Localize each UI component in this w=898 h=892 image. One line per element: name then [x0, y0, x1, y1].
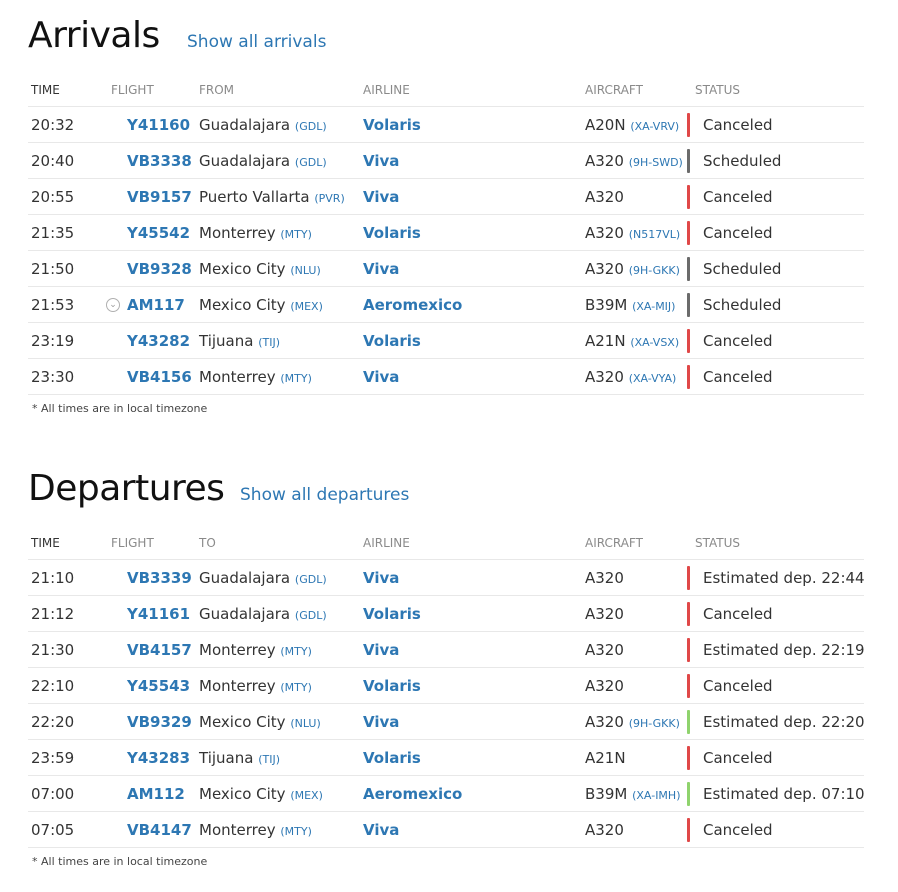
aircraft-cell: [585, 704, 695, 740]
status-text: Canceled: [703, 367, 773, 386]
status-text: Scheduled: [703, 151, 782, 170]
expand-codeshare-icon[interactable]: ⌄: [106, 298, 120, 312]
flight-time: 21:35: [28, 215, 111, 251]
table-row: [28, 287, 864, 323]
flight-cell: [111, 323, 199, 359]
airline-link[interactable]: Volaris: [363, 748, 421, 767]
table-row: [28, 107, 864, 143]
flight-cell-inner: [111, 260, 199, 278]
flight-cell-inner: [111, 116, 199, 134]
col-header-time: TIME: [31, 83, 60, 97]
airline-cell: [363, 668, 585, 704]
status-text: Canceled: [703, 187, 773, 206]
destination-city: [199, 740, 363, 776]
city-name: Guadalajara: [199, 568, 291, 587]
status-indicator-bar: [687, 602, 690, 626]
aircraft-cell: [585, 560, 695, 596]
flight-number-link[interactable]: VB3338: [127, 151, 192, 170]
airline-link[interactable]: Volaris: [363, 676, 421, 695]
flight-cell-inner: [111, 152, 199, 170]
status-text: Scheduled: [703, 259, 782, 278]
flight-cell: [111, 812, 199, 848]
destination-city: [199, 704, 363, 740]
airline-cell: [363, 704, 585, 740]
city-name: Monterrey: [199, 640, 276, 659]
airline-link[interactable]: Volaris: [363, 115, 421, 134]
status-inner: [695, 260, 864, 278]
status-inner: [695, 368, 864, 386]
flight-cell-inner: [111, 641, 199, 659]
flight-number-link[interactable]: Y43282: [127, 331, 191, 350]
aircraft-type: A320: [585, 187, 624, 206]
aircraft-cell: [585, 632, 695, 668]
status-text: Canceled: [703, 748, 773, 767]
airline-cell: [363, 287, 585, 323]
airline-cell: [363, 143, 585, 179]
city-name: Monterrey: [199, 676, 276, 695]
city-name: Tijuana: [199, 748, 254, 767]
origin-city: [199, 359, 363, 395]
airline-link[interactable]: Viva: [363, 187, 400, 206]
status-indicator-bar: [687, 221, 690, 245]
flight-number-link[interactable]: Y41160: [127, 115, 191, 134]
airline-cell: [363, 323, 585, 359]
status-cell: [695, 323, 864, 359]
aircraft-cell: [585, 740, 695, 776]
status-inner: [695, 332, 864, 350]
departures-rows: [28, 560, 864, 848]
airport-code-link[interactable]: (GDL): [294, 572, 327, 586]
status-indicator-bar: [687, 818, 690, 842]
flight-time: 22:20: [28, 704, 111, 740]
arrivals-title: Arrivals: [28, 15, 160, 56]
flight-cell-inner: [111, 713, 199, 731]
status-indicator-bar: [687, 566, 690, 590]
airport-code-link[interactable]: (NLU): [290, 263, 321, 277]
aircraft-cell: [585, 323, 695, 359]
city-name: Puerto Vallarta: [199, 187, 310, 206]
aircraft-type: A21N: [585, 748, 626, 767]
aircraft-type: A320: [585, 676, 624, 695]
flight-time: 20:32: [28, 107, 111, 143]
city-name: Monterrey: [199, 367, 276, 386]
airline-link[interactable]: Volaris: [363, 331, 421, 350]
departures-table-header-row: [28, 527, 864, 560]
flight-time: 21:12: [28, 596, 111, 632]
flight-time: 22:10: [28, 668, 111, 704]
city-name: Guadalajara: [199, 151, 291, 170]
status-inner: [695, 188, 864, 206]
flight-time: 21:53: [28, 287, 111, 323]
flight-number-link[interactable]: VB4156: [127, 367, 192, 386]
col-header-from: FROM: [199, 83, 235, 97]
destination-city: [199, 776, 363, 812]
aircraft-type: A320: [585, 367, 624, 386]
airline-link[interactable]: Viva: [363, 712, 400, 731]
airline-cell: [363, 179, 585, 215]
flight-time: 20:40: [28, 143, 111, 179]
airline-cell: [363, 596, 585, 632]
airport-code-link[interactable]: (GDL): [294, 608, 327, 622]
status-indicator-bar: [687, 638, 690, 662]
destination-city: [199, 632, 363, 668]
status-cell: [695, 179, 864, 215]
table-row: [28, 776, 864, 812]
status-inner: [695, 713, 864, 731]
aircraft-type: A20N: [585, 115, 626, 134]
destination-city: [199, 812, 363, 848]
col-header-time: TIME: [31, 536, 60, 550]
airport-code-link[interactable]: (NLU): [290, 716, 321, 730]
status-cell: [695, 740, 864, 776]
aircraft-type: A320: [585, 568, 624, 587]
airline-link[interactable]: Viva: [363, 820, 400, 839]
airport-code-link[interactable]: (MTY): [280, 371, 312, 385]
status-inner: [695, 785, 864, 803]
airline-link[interactable]: Volaris: [363, 604, 421, 623]
airline-cell: [363, 107, 585, 143]
status-cell: [695, 776, 864, 812]
flight-number-link[interactable]: VB4147: [127, 820, 192, 839]
flight-cell-inner: [111, 188, 199, 206]
origin-city: [199, 215, 363, 251]
status-inner: [695, 821, 864, 839]
origin-city: [199, 287, 363, 323]
status-cell: [695, 668, 864, 704]
flight-cell: [111, 596, 199, 632]
arrivals-header: [28, 8, 864, 74]
status-text: Canceled: [703, 331, 773, 350]
status-inner: [695, 116, 864, 134]
status-text: Estimated dep. 07:10: [703, 784, 865, 803]
departures-table: [28, 527, 864, 848]
flight-cell: [111, 107, 199, 143]
col-header-to: TO: [199, 536, 216, 550]
flight-time: 23:59: [28, 740, 111, 776]
flight-cell-inner: [111, 821, 199, 839]
aircraft-cell: [585, 179, 695, 215]
col-header-flight: FLIGHT: [111, 536, 154, 550]
aircraft-type: A21N: [585, 331, 626, 350]
status-cell: [695, 143, 864, 179]
origin-city: [199, 143, 363, 179]
status-text: Canceled: [703, 604, 773, 623]
flight-cell: [111, 179, 199, 215]
airline-link[interactable]: Viva: [363, 367, 400, 386]
flight-number-link[interactable]: VB4157: [127, 640, 192, 659]
flight-number-link[interactable]: VB3339: [127, 568, 192, 587]
airport-code-link[interactable]: (MEX): [290, 299, 323, 313]
status-cell: [695, 632, 864, 668]
status-cell: [695, 215, 864, 251]
status-indicator-bar: [687, 746, 690, 770]
destination-city: [199, 596, 363, 632]
status-text: Estimated dep. 22:44: [703, 568, 865, 587]
status-cell: [695, 287, 864, 323]
status-inner: [695, 152, 864, 170]
airline-link[interactable]: Aeromexico: [363, 295, 463, 314]
airport-code-link[interactable]: (TIJ): [258, 752, 281, 766]
flight-cell: [111, 776, 199, 812]
table-row: [28, 143, 864, 179]
flight-time: 07:05: [28, 812, 111, 848]
flight-time: 23:30: [28, 359, 111, 395]
airline-cell: [363, 740, 585, 776]
departures-header: [28, 461, 864, 527]
aircraft-registration-link[interactable]: (XA-MIJ): [632, 299, 676, 313]
flight-cell-inner: [111, 296, 199, 314]
flight-time: 07:00: [28, 776, 111, 812]
airport-code-link[interactable]: (MTY): [280, 824, 312, 838]
status-text: Estimated dep. 22:20: [703, 712, 865, 731]
city-name: Monterrey: [199, 820, 276, 839]
flight-time: 23:19: [28, 323, 111, 359]
table-row: [28, 740, 864, 776]
table-row: [28, 632, 864, 668]
flight-cell-inner: [111, 677, 199, 695]
table-row: [28, 215, 864, 251]
airline-link[interactable]: Viva: [363, 568, 400, 587]
airline-cell: [363, 215, 585, 251]
flight-number-link[interactable]: VB9328: [127, 259, 192, 278]
status-cell: [695, 251, 864, 287]
airline-link[interactable]: Viva: [363, 640, 400, 659]
status-text: Estimated dep. 22:19: [703, 640, 865, 659]
aircraft-cell: [585, 143, 695, 179]
status-text: Scheduled: [703, 295, 782, 314]
arrivals-table: [28, 74, 864, 395]
flight-cell-inner: [111, 368, 199, 386]
status-cell: [695, 560, 864, 596]
status-inner: [695, 677, 864, 695]
city-name: Mexico City: [199, 259, 286, 278]
departures-title: Departures: [28, 468, 225, 509]
status-indicator-bar: [687, 329, 690, 353]
aircraft-type: A320: [585, 223, 624, 242]
flight-cell: [111, 251, 199, 287]
status-inner: [695, 224, 864, 242]
aircraft-type: A320: [585, 820, 624, 839]
arrivals-section: [28, 8, 864, 415]
airport-code-link[interactable]: (MTY): [280, 644, 312, 658]
col-header-flight: FLIGHT: [111, 83, 154, 97]
aircraft-cell: [585, 287, 695, 323]
flight-number-link[interactable]: AM112: [127, 784, 185, 803]
flight-cell: [111, 632, 199, 668]
city-name: Monterrey: [199, 223, 276, 242]
airport-code-link[interactable]: (MTY): [280, 227, 312, 241]
status-indicator-bar: [687, 710, 690, 734]
city-name: Guadalajara: [199, 604, 291, 623]
city-name: Tijuana: [199, 331, 254, 350]
col-header-status: STATUS: [695, 83, 741, 97]
arrivals-table-header-row: [28, 74, 864, 107]
status-cell: [695, 596, 864, 632]
airline-link[interactable]: Volaris: [363, 223, 421, 242]
status-indicator-bar: [687, 185, 690, 209]
flight-time: 20:55: [28, 179, 111, 215]
aircraft-type: A320: [585, 604, 624, 623]
flight-cell: [111, 668, 199, 704]
origin-city: [199, 323, 363, 359]
flight-cell: [111, 704, 199, 740]
status-text: Canceled: [703, 820, 773, 839]
aircraft-registration-link[interactable]: (N517VL): [628, 227, 681, 241]
aircraft-cell: [585, 812, 695, 848]
city-name: Guadalajara: [199, 115, 291, 134]
arrivals-footnote: * All times are in local timezone: [32, 402, 208, 415]
departures-footnote: * All times are in local timezone: [32, 855, 208, 868]
airline-cell: [363, 776, 585, 812]
flight-number-link[interactable]: Y45542: [127, 223, 191, 242]
flight-cell: [111, 560, 199, 596]
status-inner: [695, 641, 864, 659]
status-indicator-bar: [687, 113, 690, 137]
col-header-airline: AIRLINE: [363, 83, 410, 97]
origin-city: [199, 179, 363, 215]
status-inner: [695, 569, 864, 587]
flight-time: 21:10: [28, 560, 111, 596]
airport-code-link[interactable]: (MEX): [290, 788, 323, 802]
table-row: [28, 359, 864, 395]
col-header-airline: AIRLINE: [363, 536, 410, 550]
aircraft-registration-link[interactable]: (XA-VYA): [628, 371, 677, 385]
aircraft-cell: [585, 359, 695, 395]
status-inner: [695, 605, 864, 623]
airport-code-link[interactable]: (GDL): [294, 119, 327, 133]
airline-cell: [363, 560, 585, 596]
aircraft-registration-link[interactable]: (9H-GKK): [628, 716, 680, 730]
aircraft-type: B39M: [585, 784, 628, 803]
airline-cell: [363, 632, 585, 668]
airline-link[interactable]: Viva: [363, 259, 400, 278]
col-header-aircraft: AIRCRAFT: [585, 536, 643, 550]
flight-number-link[interactable]: Y43283: [127, 748, 191, 767]
status-indicator-bar: [687, 674, 690, 698]
flight-cell-inner: [111, 224, 199, 242]
flight-number-link[interactable]: Y41161: [127, 604, 191, 623]
aircraft-cell: [585, 251, 695, 287]
aircraft-type: A320: [585, 259, 624, 278]
airline-cell: [363, 812, 585, 848]
flight-cell-inner: [111, 605, 199, 623]
flight-cell-inner: [111, 785, 199, 803]
airline-cell: [363, 251, 585, 287]
flight-time: 21:50: [28, 251, 111, 287]
table-row: [28, 704, 864, 740]
origin-city: [199, 251, 363, 287]
status-cell: [695, 704, 864, 740]
aircraft-registration-link[interactable]: (9H-GKK): [628, 263, 680, 277]
status-cell: [695, 359, 864, 395]
table-row: [28, 812, 864, 848]
status-indicator-bar: [687, 293, 690, 317]
flight-time: 21:30: [28, 632, 111, 668]
aircraft-cell: [585, 776, 695, 812]
table-row: [28, 179, 864, 215]
airline-cell: [363, 359, 585, 395]
aircraft-registration-link[interactable]: (XA-VSX): [630, 335, 680, 349]
status-indicator-bar: [687, 149, 690, 173]
flight-number-link[interactable]: VB9157: [127, 187, 192, 206]
airport-code-link[interactable]: (GDL): [294, 155, 327, 169]
col-header-status: STATUS: [695, 536, 741, 550]
flight-cell: [111, 359, 199, 395]
show-all-departures-link[interactable]: Show all departures: [240, 485, 410, 505]
city-name: Mexico City: [199, 295, 286, 314]
aircraft-cell: [585, 596, 695, 632]
status-cell: [695, 107, 864, 143]
airline-link[interactable]: Viva: [363, 151, 400, 170]
aircraft-type: B39M: [585, 295, 628, 314]
table-row: [28, 596, 864, 632]
flight-cell-inner: [111, 749, 199, 767]
flight-cell: [111, 143, 199, 179]
flight-number-link[interactable]: VB9329: [127, 712, 192, 731]
airport-code-link[interactable]: (MTY): [280, 680, 312, 694]
aircraft-registration-link[interactable]: (9H-SWD): [628, 155, 683, 169]
status-indicator-bar: [687, 257, 690, 281]
aircraft-type: A320: [585, 712, 624, 731]
status-indicator-bar: [687, 782, 690, 806]
city-name: Mexico City: [199, 784, 286, 803]
aircraft-registration-link[interactable]: (XA-VRV): [630, 119, 680, 133]
aircraft-cell: [585, 107, 695, 143]
status-text: Canceled: [703, 676, 773, 695]
aircraft-registration-link[interactable]: (XA-IMH): [632, 788, 681, 802]
table-row: [28, 251, 864, 287]
aircraft-type: A320: [585, 640, 624, 659]
city-name: Mexico City: [199, 712, 286, 731]
status-cell: [695, 812, 864, 848]
flight-number-link[interactable]: AM117: [127, 295, 185, 314]
status-inner: [695, 749, 864, 767]
departures-section: [28, 461, 864, 868]
flight-cell: [111, 215, 199, 251]
destination-city: [199, 560, 363, 596]
table-row: [28, 323, 864, 359]
table-row: [28, 560, 864, 596]
destination-city: [199, 668, 363, 704]
arrivals-rows: [28, 107, 864, 395]
aircraft-type: A320: [585, 151, 624, 170]
flight-cell: [111, 740, 199, 776]
aircraft-cell: [585, 668, 695, 704]
status-indicator-bar: [687, 365, 690, 389]
col-header-aircraft: AIRCRAFT: [585, 83, 643, 97]
origin-city: [199, 107, 363, 143]
aircraft-cell: [585, 215, 695, 251]
flight-number-link[interactable]: Y45543: [127, 676, 191, 695]
flight-cell-inner: [111, 332, 199, 350]
flight-cell-inner: [111, 569, 199, 587]
airport-code-link[interactable]: (TIJ): [258, 335, 281, 349]
status-text: Canceled: [703, 115, 773, 134]
airline-link[interactable]: Aeromexico: [363, 784, 463, 803]
show-all-arrivals-link[interactable]: Show all arrivals: [187, 32, 327, 52]
status-inner: [695, 296, 864, 314]
flight-cell: [111, 287, 199, 323]
status-text: Canceled: [703, 223, 773, 242]
table-row: [28, 668, 864, 704]
airport-code-link[interactable]: (PVR): [314, 191, 345, 205]
